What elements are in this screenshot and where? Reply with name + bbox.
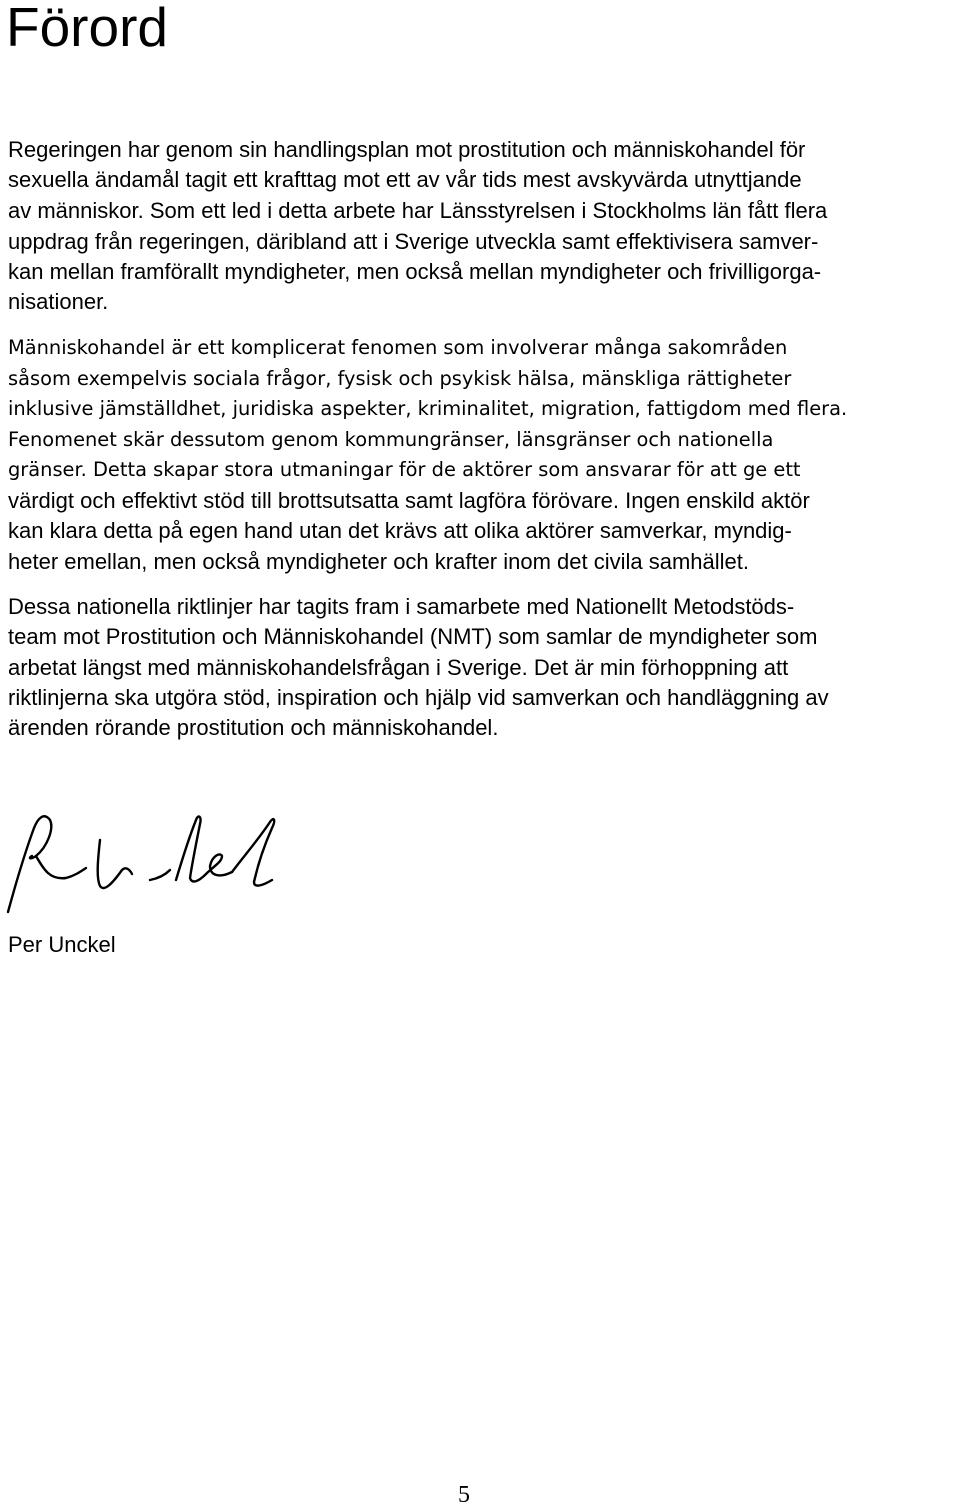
paragraph-3-line-5: ärenden rörande prostitution och människohandel. xyxy=(8,715,499,740)
paragraph-2-line-5: gränser. Detta skapar stora utmaningar för de aktörer som ansvarar för att ge ett xyxy=(8,458,801,481)
page-title: Förord xyxy=(6,0,168,58)
paragraph-1-line-6: nisationer. xyxy=(8,289,109,314)
paragraph-1-line-1: Regeringen har genom sin handlingsplan mot prostitution och människohandel för xyxy=(8,137,806,162)
paragraph-3-line-4: riktlinjerna ska utgöra stöd, inspiration och hjälp vid samverkan och handläggning av xyxy=(8,685,829,710)
signer-name: Per Unckel xyxy=(8,932,116,957)
paragraph-3-line-3: arbetat längst med människohandelsfrågan i Sverige. Det är min förhoppning att xyxy=(8,655,789,680)
paragraph-2-line-3: inklusive jämställdhet, juridiska aspekter, kriminalitet, migration, fattigdom med flera. xyxy=(8,397,848,420)
paragraph-1-line-3: av människor. Som ett led i detta arbete har Länsstyrelsen i Stockholms län fått flera xyxy=(8,198,828,223)
paragraph-2-line-8: heter emellan, men också myndigheter och krafter inom det civila samhället. xyxy=(8,549,750,574)
paragraph-2-line-7: kan klara detta på egen hand utan det krävs att olika aktörer samverkar, myndig- xyxy=(8,518,792,543)
paragraph-2-line-4: Fenomenet skär dessutom genom kommungränser, länsgränser och nationella xyxy=(8,428,774,451)
handwritten-signature xyxy=(0,800,290,920)
paragraph-1-line-5: kan mellan framförallt myndigheter, men också mellan myndigheter och frivilligorga- xyxy=(8,259,822,284)
paragraph-1-line-2: sexuella ändamål tagit ett krafttag mot ett av vår tids mest avskyvärda utnyttjande xyxy=(8,167,802,192)
paragraph-3-line-2: team mot Prostitution och Människohandel (NMT) som samlar de myndigheter som xyxy=(8,624,818,649)
paragraph-2-line-1: Människohandel är ett komplicerat fenomen som involverar många sakområden xyxy=(8,336,788,359)
paragraph-2-line-2: såsom exempelvis sociala frågor, fysisk och psykisk hälsa, mänskliga rättigheter xyxy=(8,367,792,390)
paragraph-2-line-6: värdigt och effektivt stöd till brottsutsatta samt lagföra förövare. Ingen enskild aktör xyxy=(8,488,810,513)
paragraph-1-line-4: uppdrag från regeringen, däribland att i Sverige utveckla samt effektivisera samver- xyxy=(8,229,819,254)
page-number: 5 xyxy=(458,1482,470,1508)
paragraph-3-line-1: Dessa nationella riktlinjer har tagits fram i samarbete med Nationellt Metodstöds- xyxy=(8,594,795,619)
